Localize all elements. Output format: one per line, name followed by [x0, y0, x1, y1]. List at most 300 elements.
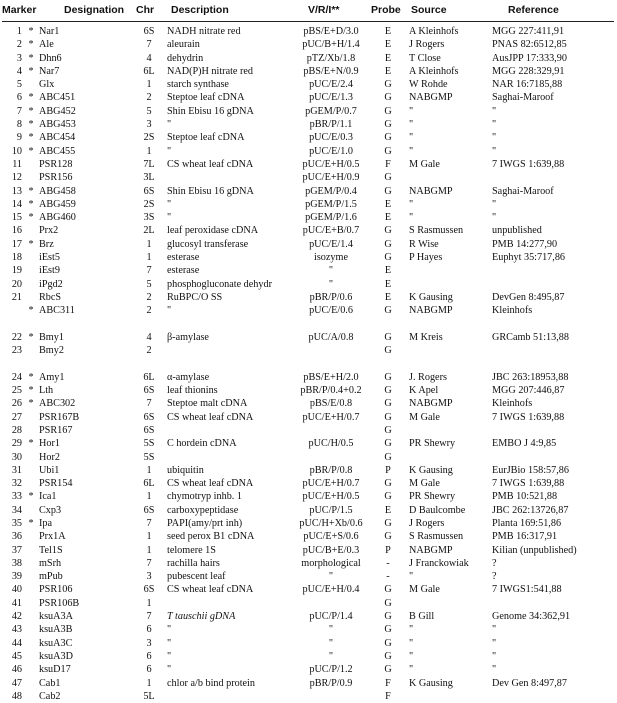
table-row	[0, 424, 617, 437]
source-cell: J Rogers	[409, 517, 445, 529]
table-row	[0, 118, 617, 131]
designation-cell: Brz	[39, 238, 54, 250]
probe-cell: G	[384, 664, 392, 676]
chromosome-cell: 3	[146, 637, 152, 649]
marker-number: 11	[12, 158, 22, 170]
description-cell: phosphogluconate dehydr	[167, 278, 272, 290]
vector-cell: pUC/P/1.2	[309, 664, 353, 676]
reference-cell: ?	[492, 571, 497, 583]
designation-cell: ksuD17	[39, 664, 71, 676]
chromosome-cell: 2	[146, 345, 152, 357]
vector-cell: pUC/B+H/1.4	[302, 39, 360, 51]
chromosome-cell: 6S	[143, 584, 155, 596]
marker-asterisk: *	[28, 331, 34, 343]
vector-cell: pBS/E+N/0.9	[303, 65, 359, 77]
source-cell: NABGMP	[409, 398, 453, 410]
marker-number: 23	[11, 345, 22, 357]
probe-cell: G	[384, 650, 392, 662]
marker-number: 4	[16, 65, 22, 77]
marker-number: 32	[11, 478, 22, 490]
chromosome-cell: 5L	[143, 690, 155, 702]
probe-cell: E	[384, 504, 392, 516]
chromosome-cell: 7	[146, 39, 152, 51]
marker-number: 28	[11, 424, 22, 436]
description-cell: chymotryp inhb. 1	[167, 491, 242, 503]
vector-cell: "	[328, 278, 334, 290]
chromosome-cell: 2	[146, 305, 152, 317]
vector-cell: pUC/H/0.5	[308, 438, 354, 450]
description-cell: dehydrin	[167, 52, 204, 64]
description-cell: leaf peroxidase cDNA	[167, 225, 259, 237]
source-cell: NABGMP	[409, 544, 453, 556]
table-row	[0, 145, 617, 158]
vector-cell: pUC/E+S/0.6	[303, 531, 359, 543]
probe-cell: F	[385, 158, 391, 170]
probe-cell: G	[384, 597, 392, 609]
probe-cell: G	[384, 584, 392, 596]
chromosome-cell: 6	[146, 650, 152, 662]
source-cell: K Apel	[409, 385, 439, 397]
reference-cell: Saghai-Maroof	[492, 185, 554, 197]
source-cell: P Hayes	[409, 252, 443, 264]
description-cell: telomere 1S	[167, 544, 216, 556]
probe-cell: E	[384, 291, 392, 303]
probe-cell: G	[384, 398, 392, 410]
marker-number: 33	[11, 491, 22, 503]
source-cell: J Rogers	[409, 39, 445, 51]
marker-number: 1	[16, 26, 22, 37]
chromosome-cell: 5	[146, 105, 152, 117]
description-cell: Steptoe leaf cDNA	[167, 132, 245, 144]
chromosome-cell: 1	[146, 145, 152, 157]
marker-number: 47	[11, 677, 22, 689]
marker-number: 22	[11, 331, 22, 343]
vector-cell: pBS/E+D/3.0	[303, 26, 359, 37]
vector-cell: pUC/B+E/0.3	[302, 544, 360, 556]
description-cell: "	[167, 305, 172, 317]
reference-cell: PMB 16:317,91	[492, 531, 558, 543]
description-cell: chlor a/b bind protein	[167, 677, 255, 689]
table-row	[0, 224, 617, 237]
reference-cell: Euphyt 35:717,86	[492, 252, 566, 264]
table-row	[0, 490, 617, 503]
source-cell: M Gale	[409, 478, 440, 490]
reference-cell: ?	[492, 557, 497, 569]
designation-cell: ABC302	[39, 398, 76, 410]
vector-cell: pUC/E+B/0.7	[302, 225, 360, 237]
vector-cell: pBR/P/1.1	[309, 119, 353, 131]
vector-cell: pBR/P/0.8	[309, 464, 353, 476]
chromosome-cell: 1	[146, 531, 152, 543]
marker-number: 30	[11, 451, 22, 463]
marker-asterisk: *	[28, 198, 34, 210]
designation-cell: ABC451	[39, 92, 76, 104]
designation-cell: Nar1	[39, 26, 60, 37]
source-cell: "	[409, 650, 414, 662]
vector-cell: morphological	[301, 557, 361, 569]
reference-cell: PMB 10:521,88	[492, 491, 558, 503]
designation-cell: Dhn6	[39, 52, 62, 64]
probe-cell: F	[385, 690, 391, 702]
vector-cell: pGEM/P/1.6	[305, 212, 357, 224]
description-cell: PAPI(amy/prt inh)	[167, 517, 243, 529]
designation-cell: PSR106	[39, 584, 73, 596]
reference-cell: "	[492, 145, 497, 157]
source-cell: "	[409, 212, 414, 224]
designation-cell: iEst5	[39, 252, 60, 264]
probe-cell: E	[384, 65, 392, 77]
designation-cell: PSR156	[39, 172, 73, 184]
marker-number: 6	[16, 92, 22, 104]
reference-cell: "	[492, 198, 497, 210]
table-row	[0, 38, 617, 51]
marker-asterisk: *	[28, 65, 34, 77]
table-row	[0, 477, 617, 490]
marker-asterisk: *	[28, 105, 34, 117]
description-cell: RuBPC/O SS	[167, 291, 223, 303]
marker-asterisk: *	[28, 119, 34, 131]
source-cell: NABGMP	[409, 185, 453, 197]
chromosome-cell: 6S	[143, 424, 155, 436]
probe-cell: G	[384, 371, 392, 383]
table-body	[0, 25, 617, 703]
table-row	[0, 530, 617, 543]
probe-cell: E	[384, 212, 392, 224]
vector-cell: pUC/P/1.5	[309, 504, 353, 516]
chromosome-cell: 5S	[143, 438, 155, 450]
marker-number: 8	[16, 119, 22, 131]
chromosome-cell: 1	[146, 544, 152, 556]
probe-cell: G	[384, 145, 392, 157]
marker-number: 31	[11, 464, 22, 476]
table-row	[0, 451, 617, 464]
probe-cell: P	[385, 544, 391, 556]
chromosome-cell: 3	[146, 119, 152, 131]
description-cell: CS wheat leaf cDNA	[167, 411, 254, 423]
vector-cell: pTZ/Xb/1.8	[306, 52, 356, 64]
designation-cell: PSR167	[39, 424, 73, 436]
reference-cell: 7 IWGS 1:639,88	[492, 478, 565, 490]
chromosome-cell: 7	[146, 557, 152, 569]
table-row	[0, 677, 617, 690]
designation-cell: ABG458	[39, 185, 76, 197]
chromosome-cell: 6L	[143, 371, 155, 383]
marker-number: 43	[11, 624, 22, 636]
marker-asterisk: *	[28, 52, 34, 64]
designation-cell: ABG459	[39, 198, 76, 210]
chromosome-cell: 6S	[143, 385, 155, 397]
reference-cell: Saghai-Maroof	[492, 92, 554, 104]
table-row	[0, 371, 617, 384]
marker-asterisk: *	[28, 385, 34, 397]
designation-cell: Nar7	[39, 65, 60, 77]
probe-cell: E	[384, 265, 392, 277]
designation-cell: Ipa	[39, 517, 53, 529]
source-cell: M Gale	[409, 411, 440, 423]
vector-cell: "	[328, 571, 334, 583]
reference-cell: Dev Gen 8:497,87	[492, 677, 567, 689]
description-cell: NAD(P)H nitrate red	[167, 65, 254, 77]
vector-cell: pUC/A/0.8	[308, 331, 354, 343]
table-row	[0, 504, 617, 517]
source-cell: NABGMP	[409, 305, 453, 317]
vector-cell: "	[328, 650, 334, 662]
marker-asterisk: *	[28, 438, 34, 450]
reference-cell: JBC 263:18953,88	[492, 371, 569, 383]
probe-cell: G	[384, 79, 392, 91]
source-cell: "	[409, 132, 414, 144]
description-cell: Shin Ebisu 16 gDNA	[167, 105, 254, 117]
table-row	[0, 331, 617, 344]
chromosome-cell: 1	[146, 677, 152, 689]
vector-cell: pGEM/P/0.4	[305, 185, 357, 197]
designation-cell: Amy1	[39, 371, 65, 383]
table-row	[0, 65, 617, 78]
designation-cell: ABG460	[39, 212, 76, 224]
vector-cell: pGEM/P/1.5	[305, 198, 357, 210]
designation-cell: ksuA3C	[39, 637, 73, 649]
header-source: Source	[411, 4, 447, 16]
designation-cell: ABC455	[39, 145, 76, 157]
source-cell: "	[409, 119, 414, 131]
source-cell: K Gausing	[409, 464, 453, 476]
table-row	[0, 158, 617, 171]
header-vri: V/R/I**	[308, 4, 340, 16]
source-cell: NABGMP	[409, 92, 453, 104]
table-row	[0, 663, 617, 676]
designation-cell: Prx1A	[39, 531, 66, 543]
marker-asterisk: *	[28, 92, 34, 104]
designation-cell: ABG453	[39, 119, 76, 131]
probe-cell: G	[384, 385, 392, 397]
vector-cell: pUC/E/2.4	[309, 79, 353, 91]
table-row	[0, 291, 617, 304]
reference-cell: Planta 169:51,86	[492, 517, 562, 529]
reference-cell: AusJPP 17:333,90	[492, 52, 567, 64]
table-row	[0, 557, 617, 570]
chromosome-cell: 3L	[143, 172, 155, 184]
chromosome-cell: 2S	[143, 198, 155, 210]
source-cell: PR Shewry	[409, 438, 456, 450]
designation-cell: RbcS	[39, 291, 62, 303]
designation-cell: Ale	[39, 39, 54, 51]
table-row	[0, 171, 617, 184]
marker-number: 20	[11, 278, 22, 290]
reference-cell: MGG 207:446,87	[492, 385, 565, 397]
description-cell: aleurain	[167, 39, 200, 51]
marker-number: 45	[11, 650, 22, 662]
probe-cell: G	[384, 624, 392, 636]
description-cell: pubescent leaf	[167, 571, 226, 583]
chromosome-cell: 2S	[143, 132, 155, 144]
table-row	[0, 357, 617, 370]
marker-number: 15	[11, 212, 22, 224]
table-row	[0, 637, 617, 650]
probe-cell: G	[384, 491, 392, 503]
probe-cell: G	[384, 517, 392, 529]
chromosome-cell: 7	[146, 265, 152, 277]
chromosome-cell: 1	[146, 238, 152, 250]
description-cell: "	[167, 637, 172, 649]
reference-cell: "	[492, 105, 497, 117]
marker-number: 9	[16, 132, 22, 144]
description-cell: "	[167, 198, 172, 210]
description-cell: seed perox B1 cDNA	[167, 531, 255, 543]
table-row	[0, 52, 617, 65]
vector-cell: pUC/E+H/0.9	[302, 172, 360, 184]
description-cell: esterase	[167, 265, 200, 277]
description-cell: esterase	[167, 252, 200, 264]
marker-asterisk: *	[28, 517, 34, 529]
marker-asterisk: *	[28, 26, 34, 37]
marker-number: 26	[11, 398, 22, 410]
source-cell: "	[409, 624, 414, 636]
table-row	[0, 397, 617, 410]
chromosome-cell: 1	[146, 597, 152, 609]
table-row	[0, 690, 617, 703]
description-cell: starch synthase	[167, 79, 229, 91]
source-cell: J Franckowiak	[409, 557, 469, 569]
source-cell: W Rohde	[409, 79, 448, 91]
marker-asterisk: *	[28, 39, 34, 51]
probe-cell: G	[384, 185, 392, 197]
marker-number: 17	[11, 238, 22, 250]
probe-cell: G	[384, 451, 392, 463]
description-cell: "	[167, 212, 172, 224]
vector-cell: pUC/E+H/0.7	[302, 411, 360, 423]
chromosome-cell: 6S	[143, 504, 155, 516]
source-cell: K Gausing	[409, 677, 453, 689]
header-reference: Reference	[508, 4, 559, 16]
designation-cell: Cxp3	[39, 504, 62, 516]
chromosome-cell: 2L	[143, 225, 155, 237]
table-row	[0, 464, 617, 477]
description-cell: glucosyl transferase	[167, 238, 249, 250]
probe-cell: E	[384, 52, 392, 64]
header-marker: Marker	[2, 4, 37, 16]
marker-number: 13	[11, 185, 22, 197]
designation-cell: Bmy1	[39, 331, 64, 343]
marker-asterisk: *	[28, 305, 34, 317]
table-row	[0, 91, 617, 104]
marker-number: 16	[11, 225, 22, 237]
vector-cell: pUC/E/0.6	[309, 305, 353, 317]
probe-cell: G	[384, 92, 392, 104]
table-row	[0, 650, 617, 663]
probe-cell: F	[385, 677, 391, 689]
vector-cell: "	[328, 637, 334, 649]
reference-cell: Kleinhofs	[492, 398, 533, 410]
designation-cell: iEst9	[39, 265, 60, 277]
marker-number: 36	[11, 531, 22, 543]
marker-number: 42	[11, 611, 22, 623]
chromosome-cell: 6L	[143, 478, 155, 490]
reference-cell: PMB 14:277,90	[492, 238, 558, 250]
reference-cell: JBC 262:13726,87	[492, 504, 569, 516]
source-cell: M Kreis	[409, 331, 443, 343]
description-cell: NADH nitrate red	[167, 26, 241, 37]
table-row	[0, 211, 617, 224]
designation-cell: Tel1S	[39, 544, 63, 556]
probe-cell: G	[384, 331, 392, 343]
description-cell: CS wheat leaf cDNA	[167, 584, 254, 596]
table-row	[0, 251, 617, 264]
marker-asterisk: *	[28, 132, 34, 144]
chromosome-cell: 7	[146, 398, 152, 410]
designation-cell: PSR154	[39, 478, 73, 490]
chromosome-cell: 7L	[143, 158, 155, 170]
description-cell: carboxypeptidase	[167, 504, 239, 516]
chromosome-cell: 7	[146, 611, 152, 623]
table-row	[0, 570, 617, 583]
description-cell: T tauschii gDNA	[167, 611, 236, 623]
table-row	[0, 131, 617, 144]
source-cell: "	[409, 145, 414, 157]
source-cell: K Gausing	[409, 291, 453, 303]
designation-cell: ABC311	[39, 305, 75, 317]
probe-cell: G	[384, 478, 392, 490]
table-row	[0, 623, 617, 636]
reference-cell: "	[492, 119, 497, 131]
probe-cell: G	[384, 438, 392, 450]
reference-cell: "	[492, 637, 497, 649]
vector-cell: pBS/E/0.8	[309, 398, 353, 410]
chromosome-cell: 6S	[143, 26, 155, 37]
vector-cell: pUC/E+H/0.5	[302, 158, 360, 170]
reference-cell: Kleinhofs	[492, 305, 533, 317]
source-cell: "	[409, 571, 414, 583]
probe-cell: E	[384, 26, 392, 37]
source-cell: "	[409, 105, 414, 117]
table-row	[0, 278, 617, 291]
description-cell: α-amylase	[167, 371, 210, 383]
reference-cell: 7 IWGS 1:639,88	[492, 411, 565, 423]
marker-number: 19	[11, 265, 22, 277]
chromosome-cell: 6S	[143, 185, 155, 197]
designation-cell: Ica1	[39, 491, 57, 503]
designation-cell: mSrh	[39, 557, 62, 569]
marker-asterisk: *	[28, 145, 34, 157]
vector-cell: isozyme	[314, 252, 348, 264]
vector-cell: "	[328, 624, 334, 636]
source-cell: R Wise	[409, 238, 439, 250]
table-row	[0, 517, 617, 530]
probe-cell: -	[386, 571, 390, 583]
reference-cell: DevGen 8:495,87	[492, 291, 565, 303]
marker-asterisk: *	[28, 185, 34, 197]
table-row	[0, 583, 617, 596]
table-row	[0, 198, 617, 211]
vector-cell: pUC/E/1.3	[309, 92, 353, 104]
vector-cell: pUC/E/1.4	[309, 238, 353, 250]
reference-cell: NAR 16:7185,88	[492, 79, 563, 91]
designation-cell: ksuA3D	[39, 650, 73, 662]
source-cell: A Kleinhofs	[409, 26, 459, 37]
description-cell: ubiquitin	[167, 464, 204, 476]
probe-cell: G	[384, 105, 392, 117]
probe-cell: G	[384, 345, 392, 357]
vector-cell: pUC/H+Xb/0.6	[299, 517, 363, 529]
designation-cell: Hor2	[39, 451, 60, 463]
marker-number: 10	[11, 145, 22, 157]
probe-cell: G	[384, 119, 392, 131]
reference-cell: EurJBio 158:57,86	[492, 464, 569, 476]
marker-number: 41	[11, 597, 22, 609]
source-cell: "	[409, 637, 414, 649]
vector-cell: pBS/E+H/2.0	[303, 371, 359, 383]
chromosome-cell: 2	[146, 92, 152, 104]
table-row	[0, 238, 617, 251]
